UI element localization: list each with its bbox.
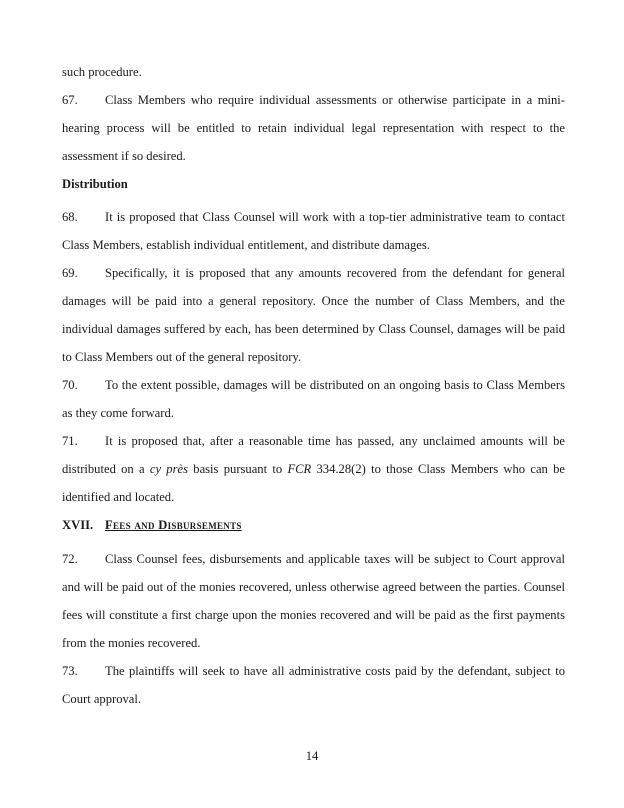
paragraph-71 [62,427,565,511]
paragraph-72 [62,545,565,657]
paragraph-68 [62,203,565,259]
text-run: Fees and Disbursements [105,518,242,532]
paragraph-number: 68. [62,210,78,224]
paragraph-number: 67. [62,93,78,107]
text-run: 334.28(2) to those Class Members who can be identified and located. [62,462,565,504]
text-run: To the extent possible, damages will be distributed on an ongoing basis to Class Members as they come forward. [62,378,565,420]
section-title [105,518,242,532]
text-run: FCR [287,462,312,476]
paragraph-67 [62,86,565,170]
text-run: Distribution [62,177,128,191]
text-run: The plaintiffs will seek to have all administrative costs paid by the defendant, subject to Court approval. [62,664,565,706]
paragraph-continuation [62,58,565,86]
paragraph-number: 73. [62,664,78,678]
text-run: basis pursuant to [188,462,288,476]
text-run: Class Counsel fees, disbursements and applicable taxes will be subject to Court approval and will be paid out of the monies recovered, unless otherwise agreed between the parties. Counsel fees will constitute a first charge upon the monies recovered and will be paid as the first payments from the monies recovered. [62,552,565,650]
paragraph-number: 69. [62,266,78,280]
text-run: It is proposed that Class Counsel will work with a top-tier administrative team to contact Class Members, establish individual entitlement, and distribute damages. [62,210,565,252]
paragraph-number: XVII. [62,518,94,532]
text-run: It is proposed that, after a reasonable time has passed, any unclaimed amounts will be distributed on a [62,434,565,476]
text-run: Class Members who require individual assessments or otherwise participate in a mini-hearing process will be entitled to retain individual legal representation with respect to the assessment if so desired. [62,93,565,163]
paragraph-73 [62,657,565,713]
page-number: 14 [305,749,319,763]
paragraph-number: 71. [62,434,78,448]
document-body [62,58,565,713]
paragraph-number: 72. [62,552,78,566]
paragraph-number: 70. [62,378,78,392]
paragraph-70 [62,371,565,427]
text-run: Specifically, it is proposed that any amounts recovered from the defendant for general damages will be paid into a general repository. Once the number of Class Members, and the individual damages suffered by each, has been determined by Class Counsel, damages will be paid to Class Members out of the general repository. [62,266,565,364]
heading-distribution [62,170,565,198]
paragraph-69 [62,259,565,371]
text-run: cy près [149,462,188,476]
section-heading-fees-and-disbursements [62,511,565,539]
text-run: such procedure. [62,65,142,79]
